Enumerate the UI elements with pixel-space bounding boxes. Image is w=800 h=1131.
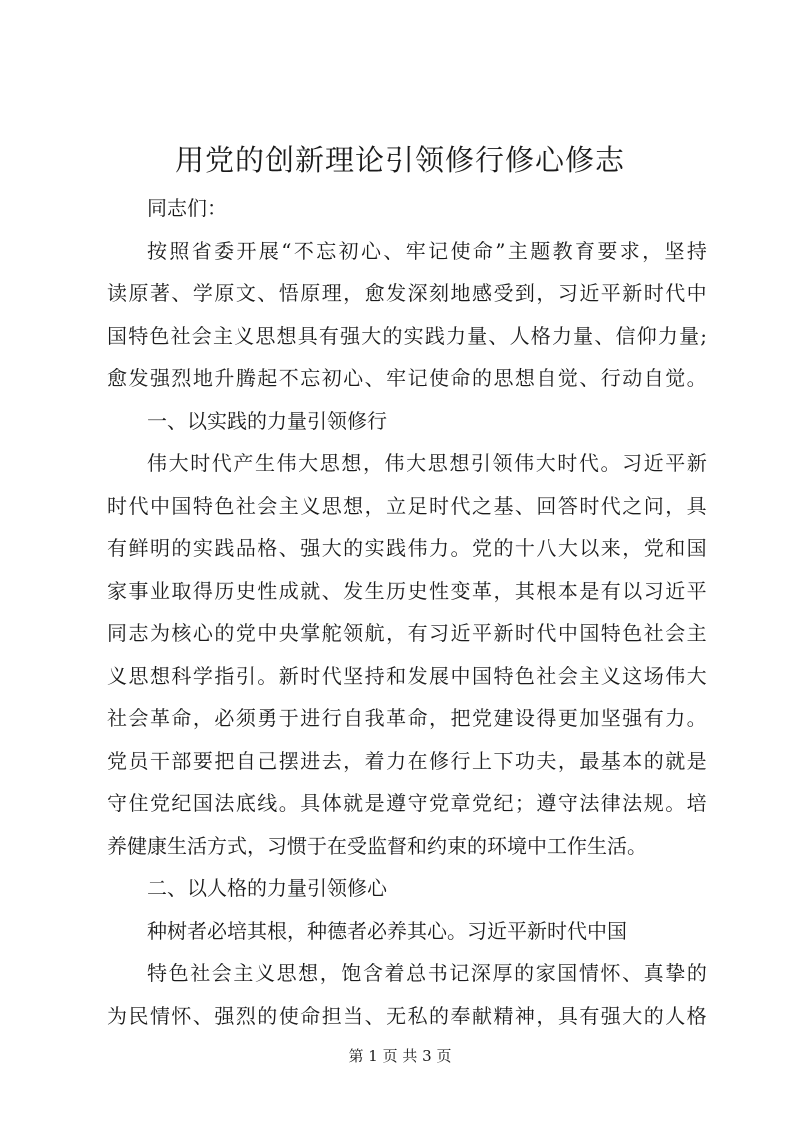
document-title: 用党的创新理论引领修行修心修志: [174, 143, 625, 177]
document-body: [107, 187, 707, 1037]
text-line: 同 志 为 核 心 的 党 中 央 掌 舵 领 航 ， 有 习 近 平 新 时 代 中 国 特 色 社 会 主: [107, 621, 707, 645]
text-line: 特 色 社 会 主 义 思 想 ， 饱 含 着 总 书 记 深 厚 的 家 国 情 怀 、 真 挚 的: [147, 961, 707, 985]
text-line: 义 思 想 科 学 指 引 。 新 时 代 坚 持 和 发 展 中 国 特 色 社 会 主 义 这 场 伟 大: [107, 663, 707, 688]
text-line: 有 鲜 明 的 实 践 品 格 、 强 大 的 实 践 伟 力 。 党 的 十 八 大 以 来 ， 党 和 国: [107, 536, 707, 560]
text-line: 家 事 业 取 得 历 史 性 成 就 、 发 生 历 史 性 变 革 ， 其 根 本 是 有 以 习 近 平: [107, 578, 707, 603]
text-line: 国 特 色 社 会 主 义 思 想 具 有 强 大 的 实 践 力 量 、 人 格 力 量 、 信 仰 力 量 ;: [107, 323, 707, 348]
text-line: 二、以人格的力量引领修心: [147, 876, 387, 900]
text-line: 按 照 省 委 开 展 “ 不 忘 初 心 、 牢 记 使 命 ” 主 题 教 育 要 求 ， 坚 持: [147, 238, 707, 263]
text-line: 一、以实践的力量引领修行: [147, 408, 387, 433]
text-line: 愈 发 强 烈 地 升 腾 起 不 忘 初 心 、 牢 记 使 命 的 思 想 自 觉 、 行 动 自 觉 。: [107, 366, 707, 390]
text-line: 同志们：: [147, 196, 227, 220]
page-footer: 第 1 页 共 3 页: [348, 1047, 452, 1065]
text-line: 为 民 情 怀 、 强 烈 的 使 命 担 当 、 无 私 的 奉 献 精 神 ， 具 有 强 大 的 人 格: [107, 1003, 707, 1028]
text-line: 社 会 革 命 ， 必 须 勇 于 进 行 自 我 革 命 ， 把 党 建 设 得 更 加 坚 强 有 力 。: [107, 706, 707, 730]
text-line: 时 代 中 国 特 色 社 会 主 义 思 想 ， 立 足 时 代 之 基 、 回 答 时 代 之 问 ， 具: [107, 493, 707, 518]
text-line: 种树者必培其根，种德者必养其心。习近平新时代中国: [147, 918, 627, 943]
text-line: 读 原 著 、 学 原 文 、 悟 原 理 ， 愈 发 深 刻 地 感 受 到 ， 习 近 平 新 时 代 中: [107, 281, 707, 305]
text-line: 养健康生活方式，习惯于在受监督和约束的环境中工作生活。: [107, 833, 647, 858]
text-line: 伟 大 时 代 产 生 伟 大 思 想 ， 伟 大 思 想 引 领 伟 大 时 代 。 习 近 平 新: [147, 451, 707, 475]
text-line: 党 员 干 部 要 把 自 己 摆 进 去 ， 着 力 在 修 行 上 下 功 夫 ， 最 基 本 的 就 是: [107, 748, 707, 773]
text-line: 守 住 党 纪 国 法 底 线 。 具 体 就 是 遵 守 党 章 党 纪 ； 遵 守 法 律 法 规 。 培: [107, 791, 707, 815]
